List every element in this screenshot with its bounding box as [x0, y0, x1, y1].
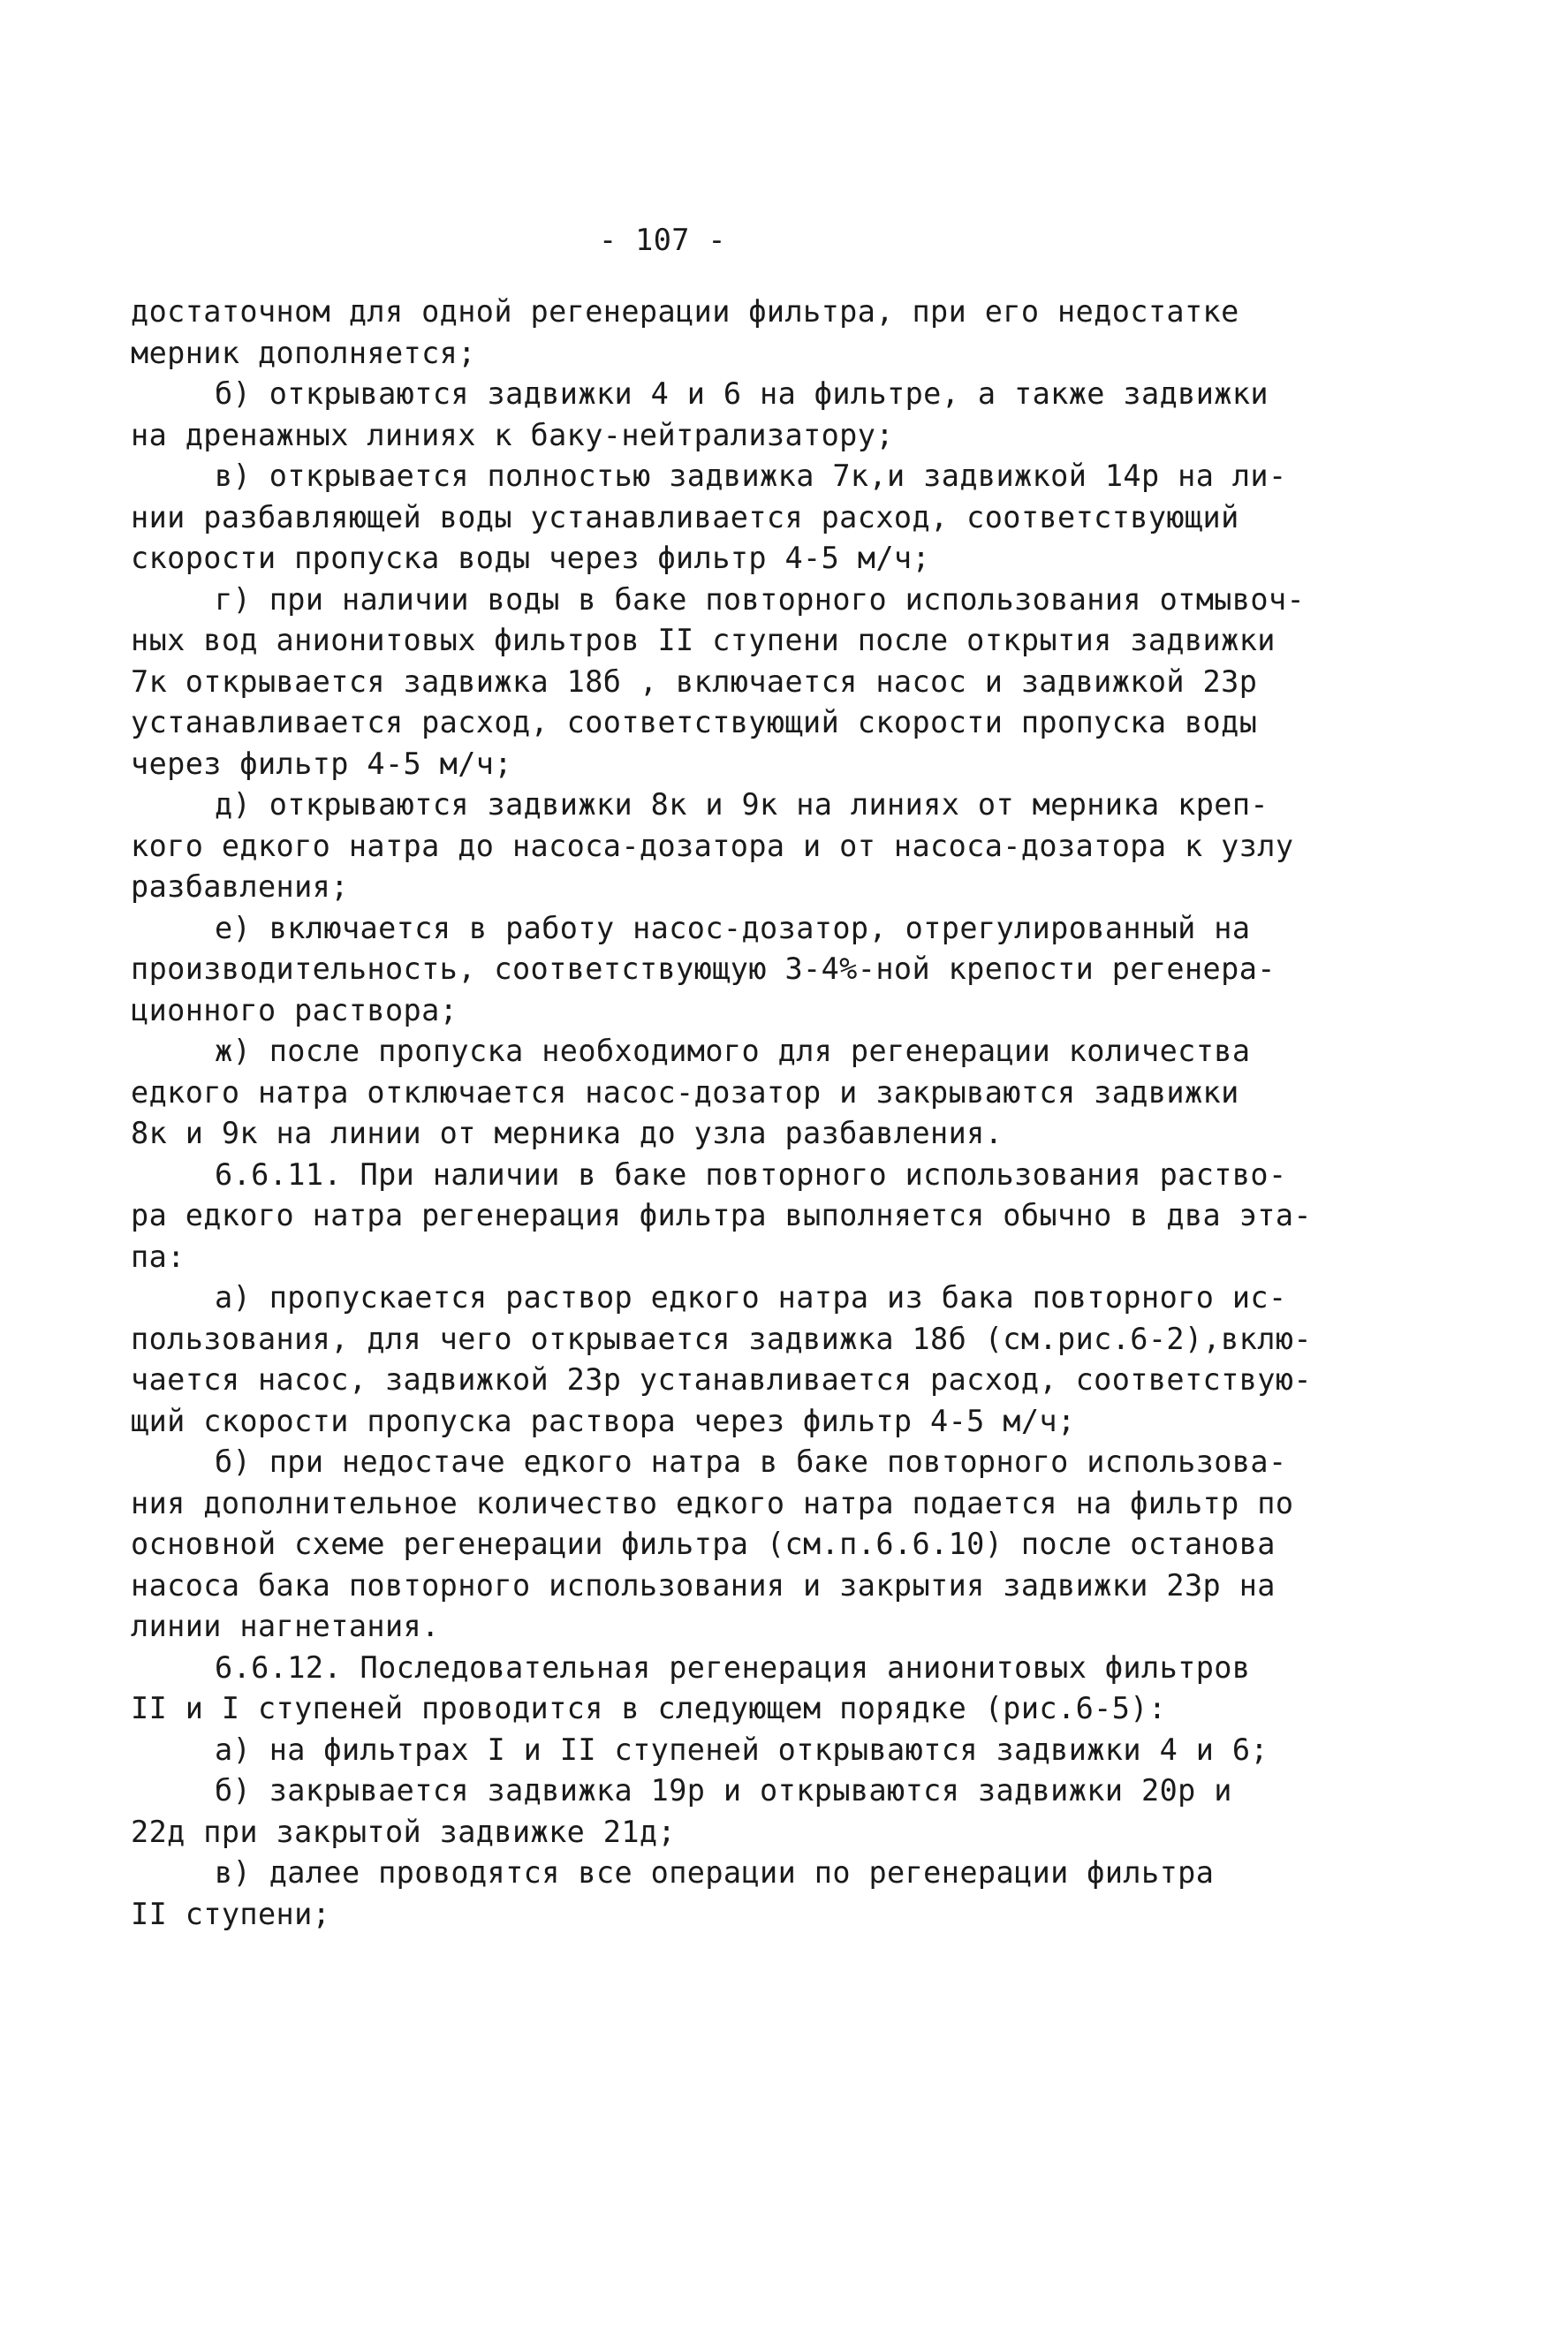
text-line: пользования, для чего открывается задвижка 18б (см.рис.6-2),вклю-	[131, 1321, 1312, 1356]
text-line: II и I ступеней проводится в следующем порядке (рис.6-5):	[131, 1691, 1167, 1725]
text-line: ния дополнительное количество едкого натра подается на фильтр по	[131, 1485, 1294, 1520]
text-line: основной схеме регенерации фильтра (см.п.6.6.10) после останова	[131, 1527, 1276, 1561]
text-line: а) пропускается раствор едкого натра из бака повторного ис-	[215, 1280, 1287, 1315]
text-line: ж) после пропуска необходимого для регенерации количества	[215, 1034, 1251, 1068]
text-line: ных вод анионитовых фильтров II ступени после открытия задвижки	[131, 623, 1276, 657]
text-line: через фильтр 4-5 м/ч;	[131, 746, 512, 781]
text-line: едкого натра отключается насос-дозатор и закрываются задвижки	[131, 1074, 1239, 1110]
text-line: линии нагнетания.	[131, 1609, 440, 1643]
text-line: в) открывается полностью задвижка 7к,и задвижкой 14р на ли-	[215, 459, 1287, 493]
text-line: мерник дополняется;	[131, 335, 476, 370]
text-line: разбавления;	[131, 869, 349, 904]
text-line: д) открываются задвижки 8к и 9к на линиях от мерника креп-	[215, 787, 1269, 822]
text-line: чается насос, задвижкой 23р устанавливается расход, соответствую-	[131, 1362, 1312, 1397]
page-body	[131, 292, 1312, 1935]
text-line: скорости пропуска воды через фильтр 4-5 м/ч;	[131, 541, 931, 575]
text-line: 8к и 9к на линии от мерника до узла разбавления.	[131, 1116, 1004, 1150]
text-line: 7к открывается задвижка 18б , включается насос и задвижкой 23р	[131, 663, 1258, 699]
text-line: па:	[131, 1239, 186, 1274]
text-line: кого едкого натра до насоса-дозатора и от насоса-дозатора к узлу	[131, 828, 1294, 863]
text-line: 6.6.12. Последовательная регенерация анионитовых фильтров	[215, 1649, 1251, 1685]
text-line: ра едкого натра регенерация фильтра выполняется обычно в два эта-	[131, 1198, 1312, 1232]
text-line: устанавливается расход, соответствующий скорости пропуска воды	[131, 705, 1258, 739]
text-line: 6.6.11. При наличии в баке повторного использования раство-	[215, 1156, 1287, 1192]
text-line: щий скорости пропуска раствора через фильтр 4-5 м/ч;	[131, 1403, 1076, 1438]
text-line: е) включается в работу насос-дозатор, отрегулированный на	[215, 910, 1251, 945]
text-line: в) далее проводятся все операции по регенерации фильтра	[215, 1855, 1215, 1890]
text-line: 22д при закрытой задвижке 21д;	[131, 1814, 677, 1849]
text-line: ционного раствора;	[131, 992, 458, 1027]
text-line: г) при наличии воды в баке повторного использования отмывоч-	[215, 581, 1306, 617]
text-line: II ступени;	[131, 1896, 331, 1931]
page-number: - 107 -	[599, 223, 726, 257]
text-line: а) на фильтрах I и II ступеней открываются задвижки 4 и 6;	[215, 1732, 1269, 1767]
text-line: б) закрывается задвижка 19р и открываются задвижки 20р и	[215, 1773, 1232, 1808]
text-line: б) при недостаче едкого натра в баке повторного использова-	[215, 1444, 1287, 1479]
text-line: производительность, соответствующую 3-4%-ной крепости регенера-	[131, 951, 1276, 986]
text-line: насоса бака повторного использования и закрытия задвижки 23р на	[131, 1567, 1276, 1603]
text-line: б) открываются задвижки 4 и 6 на фильтре, а также задвижки	[215, 376, 1269, 411]
text-line: на дренажных линиях к баку-нейтрализатору;	[131, 417, 894, 452]
text-line: достаточном для одной регенерации фильтра, при его недостатке	[131, 294, 1239, 329]
text-line: нии разбавляющей воды устанавливается расход, соответствующий	[131, 499, 1239, 534]
